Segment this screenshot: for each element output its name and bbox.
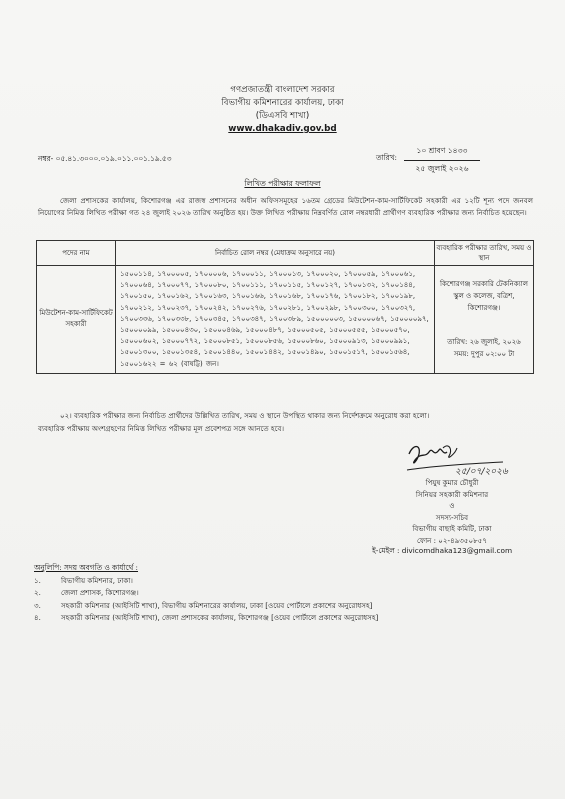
signature-date: ২৫/০৭/২০২৬ (455, 467, 508, 477)
notice-line-2: ব্যবহারিক পরীক্ষায় অংশগ্রহণের নিমিত্ত লিখিত পরীক্ষার মূল প্রবেশপত্র সঙ্গে আনতে হবে। (38, 423, 284, 433)
cc-item-number: ৩. (34, 600, 41, 610)
signatory-conjunction: ও (449, 501, 455, 511)
signatory-title-1: সিনিয়র সহকারী কমিশনার (415, 489, 489, 499)
email-line: ই-মেইল : divicomdhaka123@gmail.com (372, 546, 513, 555)
cc-item-text: সহকারী কমিশনার (আইসিটি শাখা), বিভাগীয় কমিশনারের কার্যালয়, ঢাকা [ওয়েব পোর্টালে প্রকাশের অনুরোধসহ] (61, 600, 373, 610)
cc-heading (34, 563, 138, 575)
memo-number: নম্বর- ০৫.৪১.৩০০০.০১৯.০১১.০০১.১৯.৫৩ (38, 154, 172, 163)
date-english: ২৫ জুলাই ২০২৬ (415, 164, 469, 173)
header-venue: ব্যবহারিক পরীক্ষার তারিখ, সময় ও স্থান (435, 241, 534, 266)
letterhead (0, 84, 565, 136)
cc-item-text: সহকারী কমিশনার (আইসিটি শাখা), জেলা প্রশাসকের কার্যালয়, কিশোরগঞ্জ [ওয়েব পোর্টালে প্রকাশের অনুরোধসহ] (61, 612, 379, 622)
intro-paragraph: জেলা প্রশাসকের কার্যালয়, কিশোরগঞ্জ এর রাজস্ব প্রশাসনের অধীন অফিসসমূহের ১৬তম গ্রেডের মিউটেশন-কাম-সার্টিফিকেট সহকারী এর ১২টি শূন্য পদে জনবল নিয়োগের নিমিত্ত লিখিত পরীক্ষা গত ২৪ জুলাই ২০২৬ তারিখ অনুষ্ঠিত হয়। উক্ত লিখিত পরীক্ষায় নিম্নবর্ণিত রোল নম্বরধারী প্রার্থীগণ ব্যবহারিক পরীক্ষার জন্য নির্বাচিত হয়েছেন। (38, 196, 533, 217)
date-bangla: ১০ শ্রাবণ ১৪৩৩ (416, 146, 468, 155)
office-name: বিভাগীয় কমিশনারের কার্যালয়, ঢাকা (221, 98, 344, 108)
handwritten-signature (403, 440, 523, 480)
website-link[interactable]: www.dhakadiv.gov.bd (228, 124, 337, 134)
date-block (404, 145, 480, 176)
venue-place: কিশোরগঞ্জ সরকারি টেকনিক্যাল স্কুল ও কলেজ, বত্রিশ, কিশোরগঞ্জ। (440, 280, 528, 313)
list-item (34, 587, 378, 599)
notice-line-1: ০২। ব্যবহারিক পরীক্ষার জন্য নির্বাচিত প্রার্থীদের উল্লিখিত তারিখ, সময় ও স্থানে উপস্থিত থাকার জন্য নির্দেশক্রমে অনুরোধ করা হলো। (60, 411, 430, 420)
signatory-committee: বিভাগীয় বাছাই কমিটি, ঢাকা (412, 524, 492, 534)
cc-item-text: জেলা প্রশাসক, কিশোরগঞ্জ। (61, 588, 139, 598)
header-post: পদের নাম (37, 241, 116, 266)
date-divider (404, 160, 480, 161)
govt-name: গণপ্রজাতন্ত্রী বাংলাদেশ সরকার (230, 85, 335, 95)
cc-item-number: ১. (34, 576, 41, 585)
subject-heading (0, 178, 565, 191)
list-item (34, 575, 378, 587)
results-table (36, 240, 534, 374)
signatory-block (372, 477, 532, 547)
venue-time: সময়: দুপুর ০২:০০ টা (453, 350, 515, 359)
cc-item-text: বিভাগীয় কমিশনার, ঢাকা। (61, 576, 133, 585)
list-item (34, 612, 378, 624)
venue-spacer (438, 314, 530, 336)
date-label: তারিখ: (376, 153, 397, 162)
subject-text: লিখিত পরীক্ষার ফলাফল (244, 179, 321, 188)
signatory-phone: ফোন : ০২-৪৯৩৫০৮৫৭ (417, 535, 487, 545)
signatory-title-2: সদস্য-সচিব (435, 512, 469, 522)
venue-cell (435, 266, 534, 374)
header-rolls: নির্বাচিত রোল নম্বর (মেধাক্রম অনুসারে নয়) (116, 241, 435, 266)
venue-date: তারিখ: ২৬ জুলাই, ২০২৬ (447, 338, 521, 347)
cc-item-number: ৪. (34, 612, 41, 622)
cc-item-number: ২. (34, 588, 41, 598)
roll-numbers-cell: ১৫০০১১৪, ১৭০০০০৫, ১৭০০০০৬, ১৭০০০১১, ১৭০০০১৩, ১৭০০০২০, ১৭০০০৫৯, ১৭০০০৬১, ১৭০০০৬৪, ১৭০০০৭৭, ১৭০০০৮০, ১৭০০১১১, ১৭০০১১৫, ১৭০০১২৭, ১৭০০১৩২, ১৭০০১৪৪, ১৭০০১৫০, ১৭০০১৬২, ১৭০০১৬৩, ১৭০০১৬৬, ১৭০০১৬৮, ১৭০০১৭৬, ১৭০০১৮২, ১৭০০১৯৮, ১৭০০২১২, ১৭০০২৩৭, ১৭০০২৪২, ১৭০০২৭৬, ১৭০০২৮১, ১৭০০২৯৮, ১৭০০৩০০, ১৭০০৩২৭, ১৭০০৩৩৬, ১৭০০৩৩৮, ১৭০০৩৪৫, ১৭০০৩৪৭, ১৭০০৩৮৯, ১৫০০০০০৩, ১৫০০০০৬৭, ১৫০০০০৯৭, ১৫০০০০৯৯, ১৫০০০৪৩০, ১৫০০০৪৬৯, ১৫০০০৪৮৭, ১৫০০০৫০৫, ১৫০০০৫৫৫, ১৫০০০৫৭০, ১৫০০০৬০২, ১৫০০০৭৭২, ১৫০০০৮৫১, ১৫০০০৮৫৬, ১৫০০০৮৬০, ১৫০০০৯১৩, ১৫০০০৯৯১, ১৫০০১৩০০, ১৫০০১৩৫৪, ১৫০০১৪৪০, ১৫০০১৪৪২, ১৫০০১৪৯০, ১৫০০১৫১৭, ১৫০০১৫৬৪, ১৫০০১৬২২ = ৬২ (বাষট্টি) জন। (116, 266, 435, 374)
notice-paragraph (38, 410, 538, 435)
table-header-row (37, 241, 534, 266)
signatory-name: পিযুষ কুমার চৌধুরী (425, 478, 479, 487)
list-item (34, 600, 378, 612)
cc-list (34, 575, 378, 624)
cc-title-text: অনুলিপি: সদয় অবগতি ও কার্যার্থে : (34, 563, 139, 572)
branch-name: (ডিএসবি শাখা) (255, 111, 310, 121)
table-row (37, 266, 534, 374)
post-name-cell: মিউটেশন-কাম-সার্টিফিকেট সহকারী (37, 266, 116, 374)
